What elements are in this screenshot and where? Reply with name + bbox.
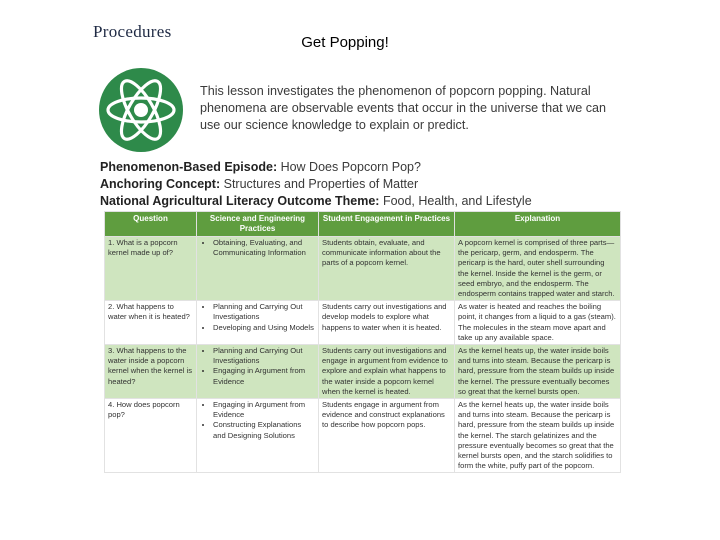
- practices-cell: [197, 345, 319, 399]
- theme-label: National Agricultural Literacy Outcome Theme:: [100, 194, 380, 208]
- section-label: Procedures: [93, 22, 172, 41]
- practice-item: • Planning and Carrying Out Investigations: [213, 302, 315, 322]
- concept-line: [100, 176, 532, 193]
- table-row: [105, 237, 621, 301]
- explanation-cell: As the kernel heats up, the water inside boils and turns into steam. Because the pericarp is hard, pressure from the steam builds up inside the kernel. The starch gelatinizes and the pressure eventually becomes so great that the kernel bursts open, and the starch solidifies to form the white, puffy part of the popcorn.: [455, 399, 621, 473]
- concept-label: Anchoring Concept:: [100, 177, 221, 191]
- theme-line: [100, 193, 532, 210]
- practices-cell: [197, 237, 319, 301]
- practice-item: • Engaging in Argument from Evidence: [213, 400, 315, 420]
- episode-value: How Does Popcorn Pop?: [277, 160, 421, 174]
- practices-cell: [197, 399, 319, 473]
- explanation-cell: A popcorn kernel is comprised of three parts—the pericarp, germ, and endosperm. The pericarp is the hard, outer shell surrounding the kernel. Inside the kernel is the germ, or seed embryo, and the endosperm. The endosperm contains trapped water and starch.: [455, 237, 621, 301]
- practices-cell: [197, 301, 319, 345]
- engagement-cell: Students obtain, evaluate, and communicate information about the parts of a popcorn kernel.: [319, 237, 455, 301]
- explanation-cell: As the kernel heats up, the water inside boils and turns into steam. Because the pericarp is hard, pressure from the steam builds up inside the kernel. The pressure eventually becomes so great that the kernel bursts open.: [455, 345, 621, 399]
- question-cell: 1. What is a popcorn kernel made up of?: [105, 237, 197, 301]
- atom-icon: [98, 67, 184, 153]
- question-cell: 4. How does popcorn pop?: [105, 399, 197, 473]
- engagement-cell: Students engage in argument from evidence and construct explanations to describe how popcorn pops.: [319, 399, 455, 473]
- header-explanation: Explanation: [455, 212, 621, 237]
- practice-item: • Constructing Explanations and Designing Solutions: [213, 420, 315, 440]
- engagement-cell: Students carry out investigations and develop models to explore what happens to water when it is heated.: [319, 301, 455, 345]
- lesson-table: [104, 211, 621, 473]
- explanation-cell: As water is heated and reaches the boiling point, it changes from a liquid to a gas (steam). The molecules in the steam move apart and take up any available space.: [455, 301, 621, 345]
- engagement-cell: Students carry out investigations and engage in argument from evidence to explore and explain what happens to the water inside a popcorn kernel when the kernel is heated.: [319, 345, 455, 399]
- header-engagement: Student Engagement in Practices: [319, 212, 455, 237]
- lesson-meta: [100, 159, 532, 210]
- header-question: Question: [105, 212, 197, 237]
- practice-item: • Obtaining, Evaluating, and Communicating Information: [213, 238, 315, 258]
- practice-item: • Engaging in Argument from Evidence: [213, 366, 315, 386]
- concept-value: Structures and Properties of Matter: [220, 177, 419, 191]
- header-practices: Science and Engineering Practices: [197, 212, 319, 237]
- question-cell: 2. What happens to water when it is heated?: [105, 301, 197, 345]
- practice-item: • Planning and Carrying Out Investigations: [213, 346, 315, 366]
- table-row: [105, 301, 621, 345]
- episode-label: Phenomenon-Based Episode:: [100, 160, 278, 174]
- table-row: [105, 345, 621, 399]
- episode-line: [100, 159, 532, 176]
- table-row: [105, 399, 621, 473]
- practice-item: • Developing and Using Models: [213, 323, 315, 333]
- question-cell: 3. What happens to the water inside a popcorn kernel when the kernel is heated?: [105, 345, 197, 399]
- table-header-row: [105, 212, 621, 237]
- theme-value: Food, Health, and Lifestyle: [379, 194, 532, 208]
- intro-text: This lesson investigates the phenomenon of popcorn popping. Natural phenomena are observable events that occur in the universe that we can use our science knowledge to explain or predict.: [200, 84, 607, 132]
- page-title: Get Popping!: [301, 34, 389, 51]
